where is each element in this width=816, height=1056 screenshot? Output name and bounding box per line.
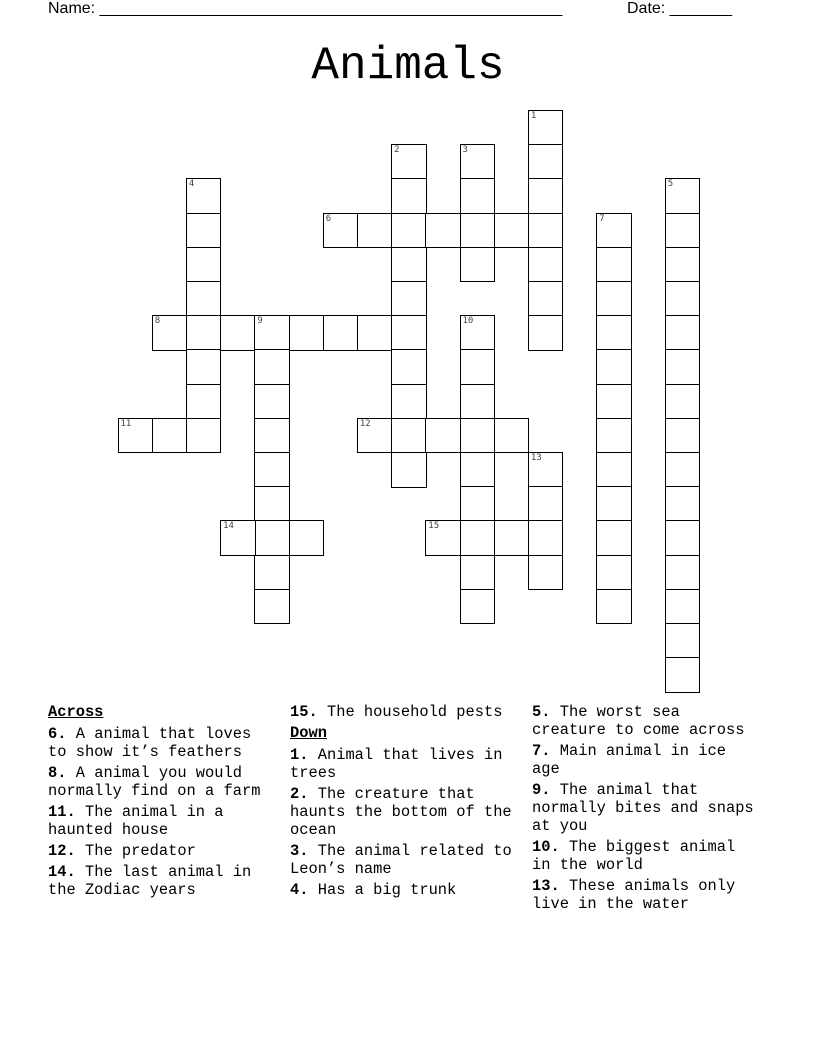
clue-column-3 <box>532 703 757 916</box>
crossword-cell[interactable] <box>665 657 701 693</box>
cell-number: 11 <box>120 418 132 429</box>
crossword-cell[interactable] <box>186 384 222 420</box>
clue-text: The worst sea creature to come across <box>532 703 745 739</box>
clue-number: 10. <box>532 838 560 856</box>
crossword-cell[interactable] <box>460 213 496 249</box>
crossword-cell[interactable] <box>460 144 496 180</box>
clue-text: The animal in a haunted house <box>48 803 224 839</box>
date-field-label: Date: _______ <box>627 0 732 17</box>
crossword-cell[interactable] <box>220 315 256 351</box>
down-clue <box>532 742 757 778</box>
clue-text: Has a big trunk <box>317 881 457 899</box>
crossword-cell[interactable] <box>254 384 290 420</box>
crossword-cell[interactable] <box>391 384 427 420</box>
clue-column-2 <box>290 703 515 902</box>
clue-text: The predator <box>84 842 196 860</box>
crossword-cell[interactable] <box>596 315 632 351</box>
crossword-cell[interactable] <box>323 315 359 351</box>
clue-number: 1. <box>290 746 309 764</box>
crossword-cell[interactable] <box>186 178 222 214</box>
crossword-cell[interactable] <box>596 281 632 317</box>
crossword-cell[interactable] <box>254 555 290 591</box>
cell-number: 8 <box>154 316 161 327</box>
crossword-cell[interactable] <box>391 281 427 317</box>
clue-number: 7. <box>532 742 551 760</box>
crossword-cell[interactable] <box>460 520 496 556</box>
crossword-cell[interactable] <box>391 452 427 488</box>
clue-text: Main animal in ice age <box>532 742 726 778</box>
crossword-cell[interactable] <box>391 213 427 249</box>
down-clue <box>290 746 515 782</box>
crossword-cell[interactable] <box>596 213 632 249</box>
crossword-cell[interactable] <box>596 452 632 488</box>
across-heading: Across <box>48 703 104 721</box>
crossword-cell[interactable] <box>665 281 701 317</box>
crossword-cell[interactable] <box>528 144 564 180</box>
crossword-cell[interactable] <box>528 110 564 146</box>
crossword-cell[interactable] <box>596 555 632 591</box>
across-clue <box>48 764 273 800</box>
crossword-cell[interactable] <box>425 418 461 454</box>
crossword-cell[interactable] <box>528 213 564 249</box>
down-clue <box>532 703 757 739</box>
cell-number: 3 <box>462 145 468 156</box>
crossword-cell[interactable] <box>186 281 222 317</box>
clue-number: 6. <box>48 725 67 743</box>
crossword-cell[interactable] <box>528 247 564 283</box>
across-clue <box>48 803 273 839</box>
crossword-cell[interactable] <box>528 452 564 488</box>
down-clue <box>290 881 515 899</box>
clue-text: The animal that normally bites and snaps at you <box>532 781 754 835</box>
crossword-cell[interactable] <box>494 213 530 249</box>
crossword-cell[interactable] <box>254 589 290 625</box>
crossword-cell[interactable] <box>665 349 701 385</box>
crossword-cell[interactable] <box>528 178 564 214</box>
crossword-cell[interactable] <box>460 178 496 214</box>
crossword-cell[interactable] <box>665 555 701 591</box>
down-clue <box>532 877 757 913</box>
crossword-cell[interactable] <box>289 315 325 351</box>
crossword-cell[interactable] <box>665 623 701 659</box>
clue-number: 3. <box>290 842 309 860</box>
crossword-cell[interactable] <box>118 418 154 454</box>
clue-number: 4. <box>290 881 309 899</box>
down-clue <box>532 781 757 835</box>
crossword-cell[interactable] <box>460 384 496 420</box>
across-clue <box>290 703 515 721</box>
crossword-cell[interactable] <box>460 418 496 454</box>
cell-number: 13 <box>530 453 542 463</box>
cell-number: 14 <box>223 521 234 532</box>
crossword-cell[interactable] <box>528 520 564 556</box>
crossword-cell[interactable] <box>460 315 496 351</box>
cell-number: 7 <box>599 213 605 224</box>
cell-number: 5 <box>667 179 674 190</box>
crossword-cell[interactable] <box>254 520 290 556</box>
cell-number: 4 <box>188 179 195 190</box>
crossword-cell[interactable] <box>357 418 393 454</box>
clue-text: Animal that lives in trees <box>290 746 503 782</box>
name-field-label: Name: ____________________________________________________ <box>48 0 563 17</box>
down-clue <box>532 838 757 874</box>
cell-number: 9 <box>257 316 263 327</box>
clue-number: 11. <box>48 803 76 821</box>
crossword-cell[interactable] <box>596 520 632 556</box>
crossword-cell[interactable] <box>152 418 188 454</box>
down-clue <box>290 785 515 839</box>
crossword-cell[interactable] <box>425 520 461 556</box>
clue-text: These animals only live in the water <box>532 877 736 913</box>
crossword-cell[interactable] <box>528 555 564 591</box>
crossword-cell[interactable] <box>596 486 632 522</box>
page-title: Animals <box>311 40 505 92</box>
crossword-cell[interactable] <box>494 418 530 454</box>
crossword-cell[interactable] <box>665 178 701 214</box>
cell-number: 12 <box>359 418 371 429</box>
crossword-cell[interactable] <box>357 315 393 351</box>
crossword-cell[interactable] <box>186 213 222 249</box>
crossword-cell[interactable] <box>596 384 632 420</box>
crossword-cell[interactable] <box>254 315 290 351</box>
crossword-cell[interactable] <box>665 520 701 556</box>
down-clue <box>290 842 515 878</box>
crossword-cell[interactable] <box>596 349 632 385</box>
crossword-cell[interactable] <box>254 418 290 454</box>
clue-number: 5. <box>532 703 551 721</box>
crossword-cell[interactable] <box>220 520 256 556</box>
crossword-cell[interactable] <box>528 315 564 351</box>
crossword-cell[interactable] <box>665 452 701 488</box>
clue-text: The biggest animal in the world <box>532 838 736 874</box>
crossword-cell[interactable] <box>254 349 290 385</box>
crossword-cell[interactable] <box>289 520 325 556</box>
clue-text: The animal related to Leon’s name <box>290 842 512 878</box>
crossword-cell[interactable] <box>665 384 701 420</box>
across-clue <box>48 842 273 860</box>
crossword-cell[interactable] <box>596 247 632 283</box>
crossword-cell[interactable] <box>186 418 222 454</box>
crossword-cell[interactable] <box>186 315 222 351</box>
clue-number: 15. <box>290 703 318 721</box>
clue-number: 13. <box>532 877 560 895</box>
crossword-cell[interactable] <box>391 315 427 351</box>
crossword-cell[interactable] <box>186 247 222 283</box>
crossword-cell[interactable] <box>528 281 564 317</box>
cell-number: 1 <box>530 111 537 121</box>
down-heading: Down <box>290 724 327 742</box>
clue-text: A animal that loves to show it’s feathers <box>48 725 252 761</box>
crossword-cell[interactable] <box>494 520 530 556</box>
crossword-cell[interactable] <box>596 589 632 625</box>
crossword-cell[interactable] <box>391 247 427 283</box>
clue-number: 9. <box>532 781 551 799</box>
clue-text: The last animal in the Zodiac years <box>48 863 252 899</box>
cell-number: 2 <box>394 145 400 156</box>
crossword-cell[interactable] <box>425 213 461 249</box>
clue-number: 14. <box>48 863 76 881</box>
crossword-cell[interactable] <box>391 144 427 180</box>
crossword-cell[interactable] <box>665 589 701 625</box>
crossword-cell[interactable] <box>254 486 290 522</box>
cell-number: 6 <box>325 213 332 224</box>
across-clue <box>48 863 273 899</box>
crossword-cell[interactable] <box>391 178 427 214</box>
crossword-cell[interactable] <box>357 213 393 249</box>
clue-text: The creature that haunts the bottom of the ocean <box>290 785 512 839</box>
clue-text: A animal you would normally find on a farm <box>48 764 261 800</box>
crossword-cell[interactable] <box>596 418 632 454</box>
crossword-cell[interactable] <box>665 213 701 249</box>
crossword-cell[interactable] <box>254 452 290 488</box>
crossword-cell[interactable] <box>460 349 496 385</box>
clue-column-1 <box>48 703 273 902</box>
crossword-cell[interactable] <box>152 315 188 351</box>
crossword-cell[interactable] <box>391 349 427 385</box>
clue-text: The household pests <box>326 703 503 721</box>
cell-number: 15 <box>428 521 440 532</box>
crossword-cell[interactable] <box>460 555 496 591</box>
clue-number: 2. <box>290 785 309 803</box>
crossword-cell[interactable] <box>665 418 701 454</box>
crossword-cell[interactable] <box>528 486 564 522</box>
crossword-cell[interactable] <box>186 349 222 385</box>
clue-number: 12. <box>48 842 76 860</box>
crossword-cell[interactable] <box>460 452 496 488</box>
crossword-cell[interactable] <box>460 247 496 283</box>
crossword-cell[interactable] <box>391 418 427 454</box>
crossword-cell[interactable] <box>665 315 701 351</box>
cell-number: 10 <box>462 316 474 327</box>
across-clue <box>48 725 273 761</box>
crossword-cell[interactable] <box>460 589 496 625</box>
crossword-cell[interactable] <box>665 247 701 283</box>
clue-number: 8. <box>48 764 67 782</box>
crossword-cell[interactable] <box>460 486 496 522</box>
crossword-cell[interactable] <box>665 486 701 522</box>
crossword-cell[interactable] <box>323 213 359 249</box>
